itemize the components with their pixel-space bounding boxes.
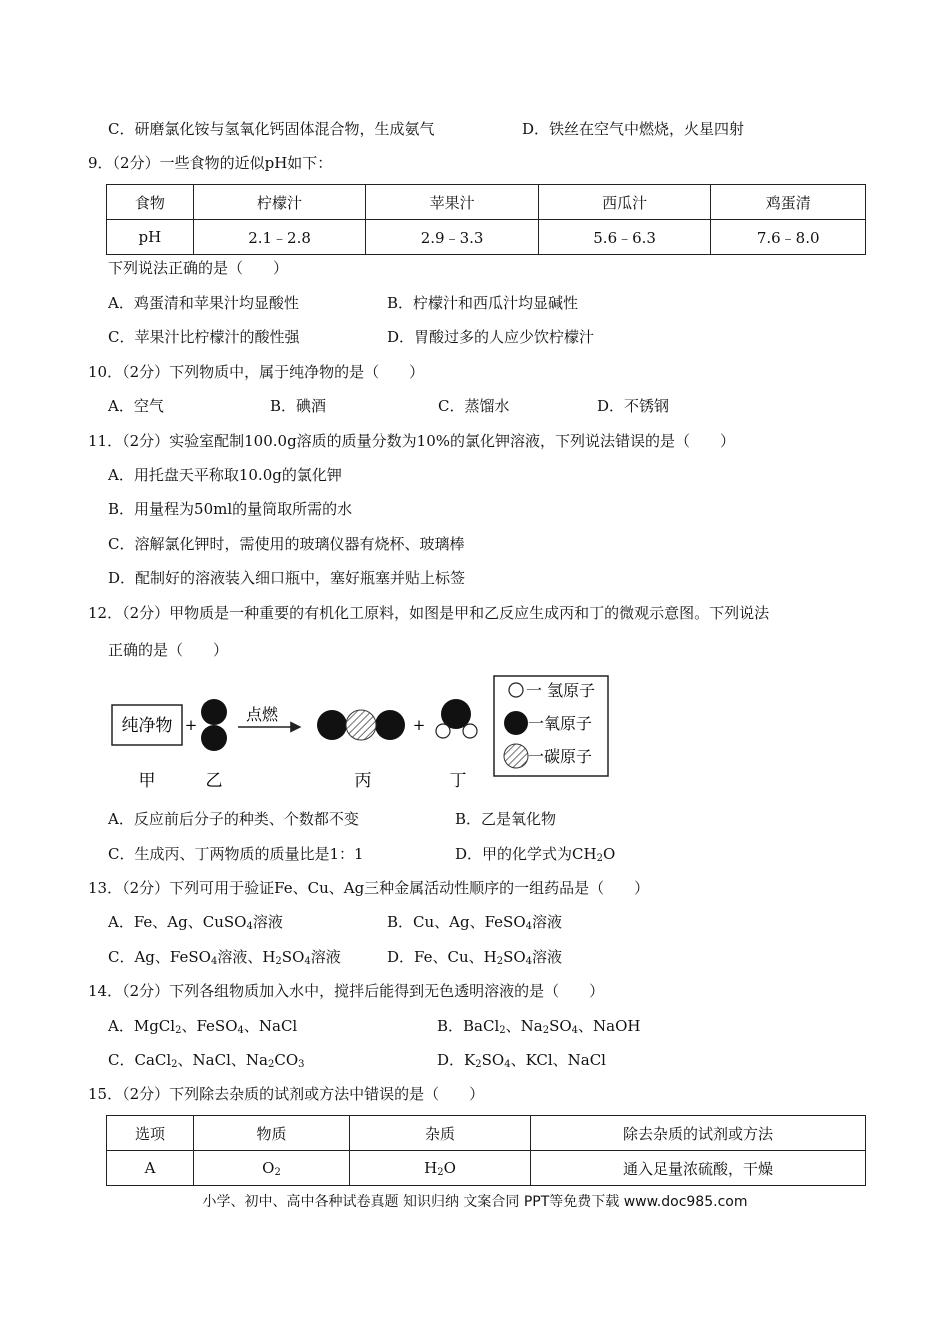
table-row	[107, 1116, 866, 1151]
q13-option-a: A．Fe、Ag、CuSO$_4$溶液	[108, 913, 283, 932]
oxygen-atom	[375, 710, 405, 740]
table-cell: 2.9﹣3.3	[366, 220, 539, 255]
table-row	[107, 1151, 866, 1186]
table-cell: $O_2$	[194, 1151, 350, 1186]
legend-carbon-label: 一碳原子	[528, 747, 593, 766]
q10-option-a: A．空气	[108, 397, 164, 415]
q11-stem: 11．（2分）实验室配制100.0g溶质的质量分数为10%的氯化钾溶液，下列说法错误的是（ ）	[88, 432, 736, 450]
q10-option-c: C．蒸馏水	[438, 397, 510, 415]
legend-hydrogen-icon	[509, 683, 523, 697]
q9-question: 下列说法正确的是（ ）	[108, 259, 289, 277]
table-cell: 鸡蛋清	[711, 185, 866, 220]
hydrogen-atom	[463, 724, 477, 738]
q12-option-b: B．乙是氧化物	[455, 810, 557, 828]
q9-ph-table	[106, 184, 866, 255]
plus-sign: +	[412, 716, 426, 734]
table-cell: 食物	[107, 185, 194, 220]
table-cell: 通入足量浓硫酸，干燥	[531, 1151, 866, 1186]
legend-carbon-icon	[504, 744, 528, 768]
legend-oxygen-icon	[504, 711, 528, 735]
q11-option-d: D．配制好的溶液装入细口瓶中，塞好瓶塞并贴上标签	[108, 569, 466, 587]
table-cell: 杂质	[350, 1116, 531, 1151]
q8-option-c: C．研磨氯化铵与氢氧化钙固体混合物，生成氨气	[108, 120, 435, 138]
ignite-label: 点燃	[245, 705, 279, 724]
table-row	[107, 185, 866, 220]
oxygen-atom	[317, 710, 347, 740]
table-cell: 西瓜汁	[538, 185, 711, 220]
page-footer: 小学、初中、高中各种试卷真题 知识归纳 文案合同 PPT等免费下载 www.doc985.com	[202, 1194, 748, 1210]
q8-option-d: D．铁丝在空气中燃烧，火星四射	[522, 120, 745, 138]
q9-option-d: D．胃酸过多的人应少饮柠檬汁	[387, 328, 595, 346]
q13-option-d: D．Fe、Cu、$H_2SO_4$溶液	[387, 948, 563, 967]
table-row	[107, 220, 866, 255]
q9-option-b: B．柠檬汁和西瓜汁均显碱性	[387, 294, 579, 312]
table-cell: 2.1﹣2.8	[193, 220, 366, 255]
q13-option-c: C．Ag、FeSO$_4$溶液、$H_2SO_4$溶液	[108, 948, 341, 967]
carbon-atom	[346, 710, 376, 740]
table-cell: 物质	[194, 1116, 350, 1151]
q13-option-b: B．Cu、Ag、FeSO$_4$溶液	[387, 913, 563, 932]
table-cell: 5.6﹣6.3	[538, 220, 711, 255]
table-cell: 苹果汁	[366, 185, 539, 220]
q9-stem: 9．（2分）一些食物的近似pH如下：	[88, 154, 333, 172]
oxygen-atom	[201, 725, 227, 751]
q12-option-a: A．反应前后分子的种类、个数都不变	[108, 810, 359, 828]
q15-table	[106, 1115, 866, 1186]
q10-stem: 10．（2分）下列物质中，属于纯净物的是（ ）	[88, 363, 425, 381]
table-cell: 除去杂质的试剂或方法	[531, 1116, 866, 1151]
table-cell: 7.6﹣8.0	[711, 220, 866, 255]
q12-option-d: D．甲的化学式为$CH_2O$	[455, 845, 616, 864]
reaction-diagram	[106, 672, 616, 798]
label-bing: 丙	[354, 771, 372, 791]
table-cell: A	[107, 1151, 194, 1186]
jia-box-label: 纯净物	[121, 716, 173, 736]
label-ding: 丁	[449, 771, 467, 791]
q12-stem-cont: 正确的是（ ）	[108, 641, 229, 659]
q14-option-c: C．CaCl$_2$、NaCl、$Na_2CO_3$	[108, 1051, 305, 1070]
q12-option-c: C．生成丙、丁两物质的质量比是1：1	[108, 845, 364, 863]
q11-option-c: C．溶解氯化钾时，需使用的玻璃仪器有烧杯、玻璃棒	[108, 535, 465, 553]
q14-option-a: A．MgCl$_2$、FeSO$_4$、NaCl	[108, 1017, 298, 1036]
q15-stem: 15．（2分）下列除去杂质的试剂或方法中错误的是（ ）	[88, 1085, 485, 1103]
q9-option-a: A．鸡蛋清和苹果汁均显酸性	[108, 294, 299, 312]
q10-option-d: D．不锈钢	[597, 397, 670, 415]
q11-option-b: B．用量程为50ml的量筒取所需的水	[108, 500, 353, 518]
oxygen-atom	[201, 699, 227, 725]
table-cell: pH	[107, 220, 194, 255]
table-cell: 选项	[107, 1116, 194, 1151]
q14-stem: 14．（2分）下列各组物质加入水中，搅拌后能得到无色透明溶液的是（ ）	[88, 982, 605, 1000]
q11-option-a: A．用托盘天平称取10.0g的氯化钾	[108, 466, 342, 484]
q12-stem: 12．（2分）甲物质是一种重要的有机化工原料，如图是甲和乙反应生成丙和丁的微观示意图。下列说法	[88, 604, 770, 622]
legend-oxygen-label: 一氧原子	[528, 714, 593, 733]
label-jia: 甲	[138, 771, 156, 791]
legend-hydrogen-label: 一 氢原子	[526, 681, 596, 700]
label-yi: 乙	[205, 771, 223, 791]
q14-option-d: D．$K_2SO_4$、KCl、NaCl	[437, 1051, 606, 1070]
hydrogen-atom	[436, 724, 450, 738]
q13-stem: 13．（2分）下列可用于验证Fe、Cu、Ag三种金属活动性顺序的一组药品是（ ）	[88, 879, 650, 897]
q10-option-b: B．碘酒	[270, 397, 327, 415]
q9-option-c: C．苹果汁比柠檬汁的酸性强	[108, 328, 300, 346]
q14-option-b: B．BaCl$_2$、$Na_2SO_4$、NaOH	[437, 1017, 641, 1036]
table-cell: $H_2O$	[350, 1151, 531, 1186]
table-cell: 柠檬汁	[193, 185, 366, 220]
plus-sign: +	[184, 716, 198, 734]
